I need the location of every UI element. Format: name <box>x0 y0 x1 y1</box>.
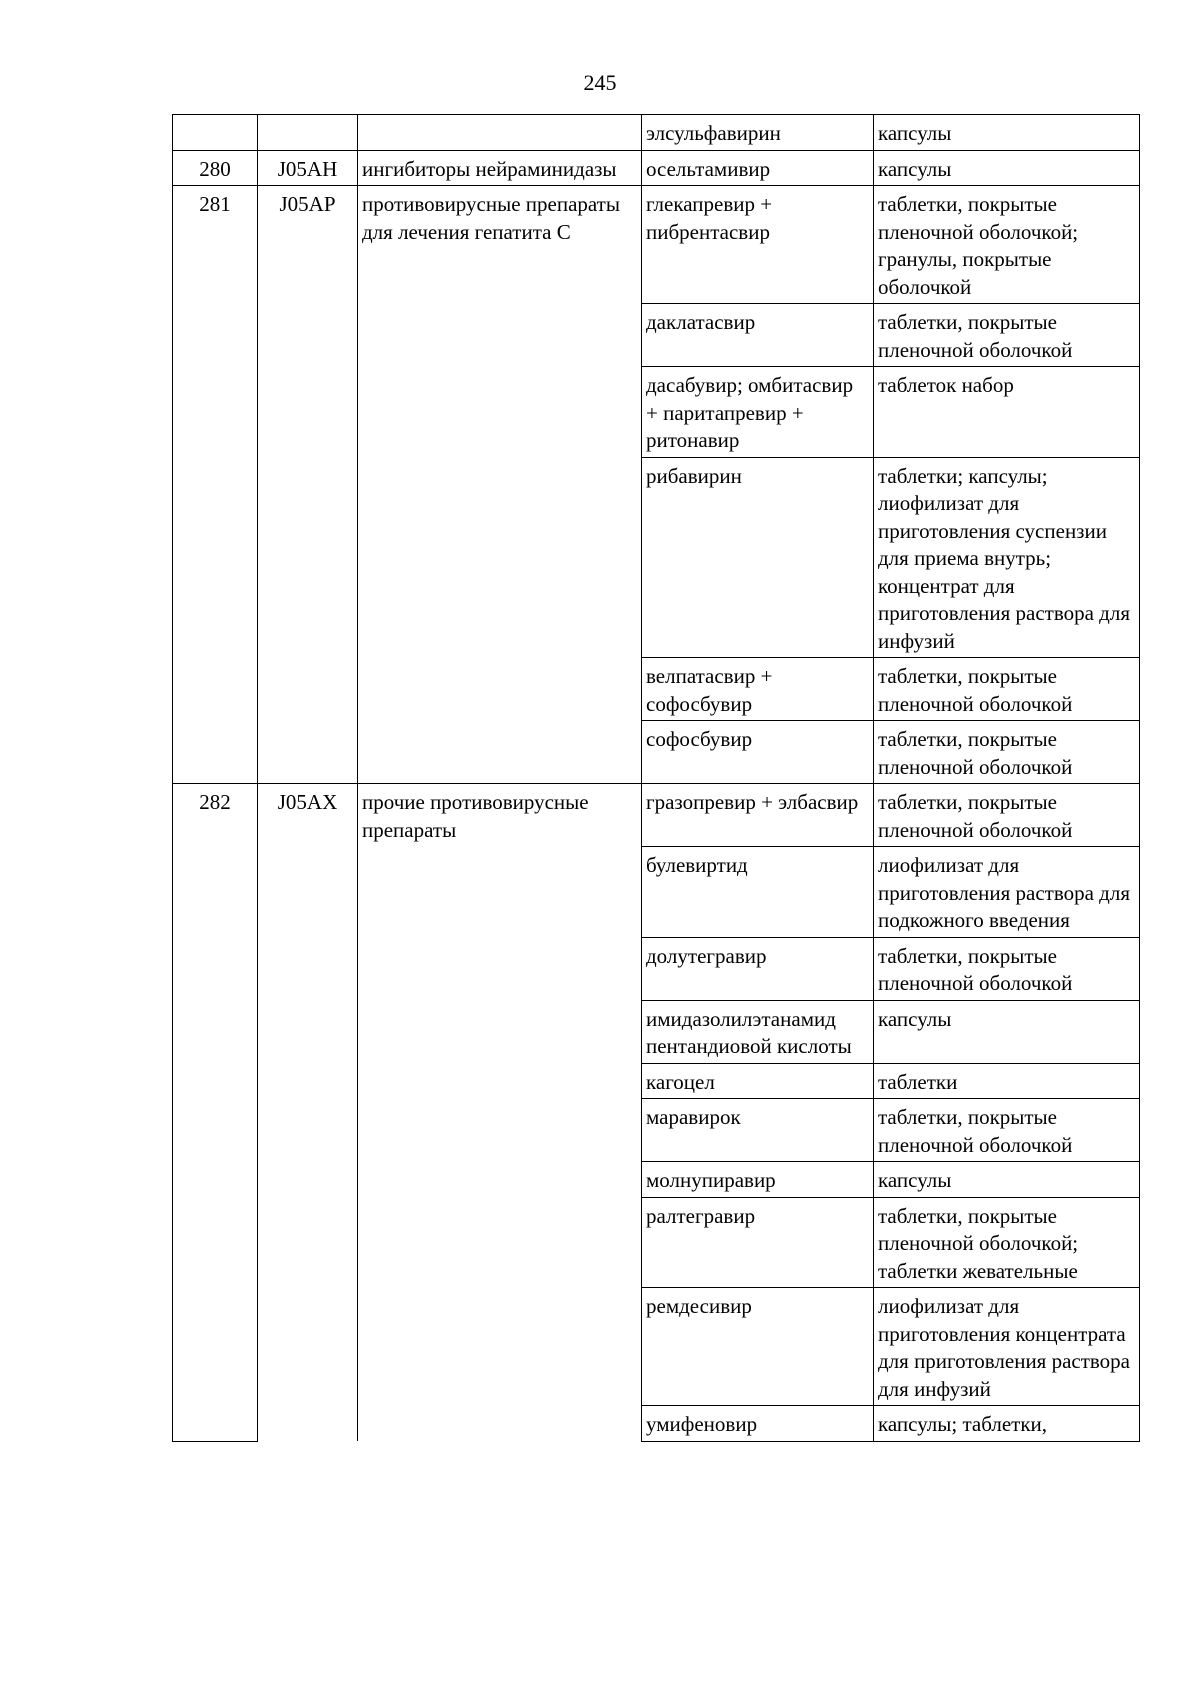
dosage-form-cell: таблетки <box>874 1063 1140 1099</box>
substance-cell: имидазолилэтанамид пентандиовой кислоты <box>642 1000 874 1063</box>
drug-list-table <box>172 114 1140 1442</box>
row-number-cell: 282 <box>173 784 258 1442</box>
table-row <box>173 115 1140 151</box>
substance-cell: умифеновир <box>642 1406 874 1442</box>
dosage-form-cell: таблетки, покрытые пленочной оболочкой; гранулы, покрытые оболочкой <box>874 186 1140 304</box>
substance-cell: маравирок <box>642 1099 874 1162</box>
row-number-cell <box>173 115 258 151</box>
substance-cell: софосбувир <box>642 721 874 784</box>
dosage-form-cell: таблетки, покрытые пленочной оболочкой <box>874 304 1140 367</box>
substance-cell: гразопревир + элбасвир <box>642 784 874 847</box>
substance-cell: глекапревир + пибрентасвир <box>642 186 874 304</box>
substance-cell: молнупиравир <box>642 1162 874 1198</box>
table-row <box>173 186 1140 304</box>
dosage-form-cell: таблеток набор <box>874 367 1140 458</box>
substance-cell: велпатасвир + софосбувир <box>642 658 874 721</box>
dosage-form-cell: капсулы <box>874 150 1140 186</box>
group-cell: противовирусные препараты для лечения гепатита C <box>358 186 642 784</box>
substance-cell: булевиртид <box>642 847 874 938</box>
dosage-form-cell: таблетки; капсулы; лиофилизат для приготовления суспензии для приема внутрь; концентрат для приготовления раствора для инфузий <box>874 457 1140 658</box>
table-row <box>173 150 1140 186</box>
dosage-form-cell: капсулы <box>874 1000 1140 1063</box>
dosage-form-cell: таблетки, покрытые пленочной оболочкой <box>874 784 1140 847</box>
dosage-form-cell: таблетки, покрытые пленочной оболочкой <box>874 1099 1140 1162</box>
atc-code-cell: J05AH <box>258 150 358 186</box>
substance-cell: кагоцел <box>642 1063 874 1099</box>
substance-cell: рибавирин <box>642 457 874 658</box>
dosage-form-cell: таблетки, покрытые пленочной оболочкой <box>874 721 1140 784</box>
group-cell: прочие противовирусные препараты <box>358 784 642 1442</box>
row-number-cell: 281 <box>173 186 258 784</box>
atc-code-cell: J05AX <box>258 784 358 1442</box>
table-row <box>173 784 1140 847</box>
dosage-form-cell: таблетки, покрытые пленочной оболочкой <box>874 937 1140 1000</box>
substance-cell: ралтегравир <box>642 1197 874 1288</box>
group-cell: ингибиторы нейраминидазы <box>358 150 642 186</box>
substance-cell: элсульфавирин <box>642 115 874 151</box>
atc-code-cell: J05AP <box>258 186 358 784</box>
dosage-form-cell: капсулы <box>874 115 1140 151</box>
group-cell <box>358 115 642 151</box>
dosage-form-cell: капсулы; таблетки, <box>874 1406 1140 1442</box>
dosage-form-cell: лиофилизат для приготовления концентрата для приготовления раствора для инфузий <box>874 1288 1140 1406</box>
substance-cell: ремдесивир <box>642 1288 874 1406</box>
dosage-form-cell: лиофилизат для приготовления раствора для подкожного введения <box>874 847 1140 938</box>
substance-cell: осельтамивир <box>642 150 874 186</box>
substance-cell: долутегравир <box>642 937 874 1000</box>
substance-cell: даклатасвир <box>642 304 874 367</box>
dosage-form-cell: таблетки, покрытые пленочной оболочкой <box>874 658 1140 721</box>
dosage-form-cell: таблетки, покрытые пленочной оболочкой; таблетки жевательные <box>874 1197 1140 1288</box>
page-number: 245 <box>583 70 617 95</box>
substance-cell: дасабувир; омбитасвир + паритапревир + ритонавир <box>642 367 874 458</box>
row-number-cell: 280 <box>173 150 258 186</box>
atc-code-cell <box>258 115 358 151</box>
dosage-form-cell: капсулы <box>874 1162 1140 1198</box>
